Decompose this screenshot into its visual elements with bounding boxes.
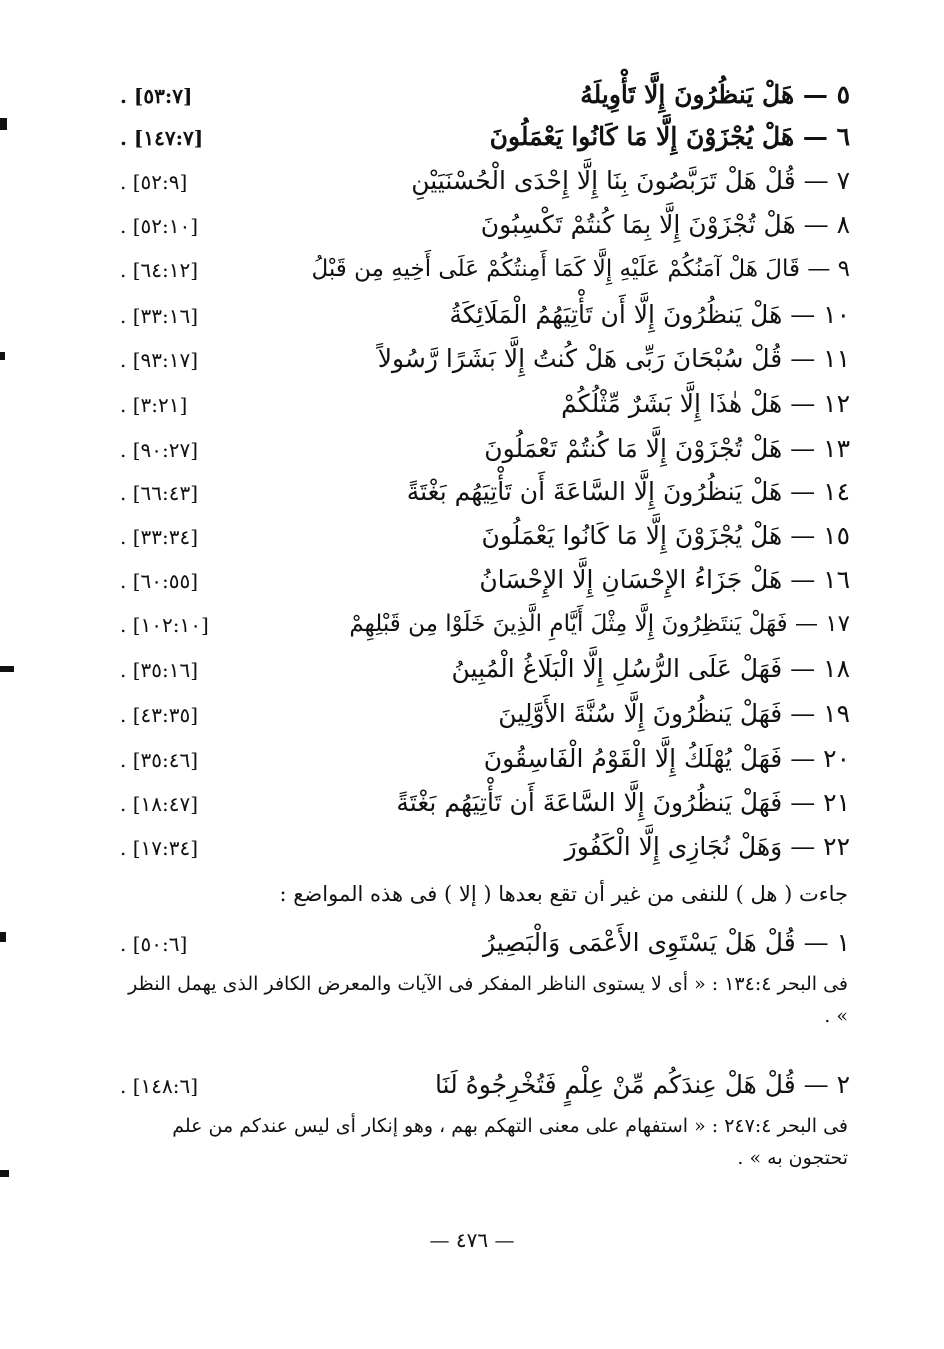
verse-reference: . [٦٤:١٢] <box>120 258 199 282</box>
verse-row <box>120 296 850 334</box>
verse-reference: . [١٤٧:٧] <box>120 126 204 150</box>
verse-text: ٥ — هَلْ يَنظُرُونَ إِلَّا تَأْوِيلَهُ <box>580 80 850 109</box>
verse-reference: . [٣٥:٤٦] <box>120 748 199 772</box>
verse-row <box>120 924 850 962</box>
scan-edge-mark <box>0 118 7 130</box>
verse-row <box>120 605 850 643</box>
verse-reference: . [٣٣:١٦] <box>120 304 199 328</box>
verse-reference: . [٩٣:١٧] <box>120 348 199 372</box>
verse-row <box>120 430 850 468</box>
scan-edge-mark <box>0 666 14 672</box>
section-intro: جاءت ( هل ) للنفى من غير أن تقع بعدها ( إلا ) فى هذه المواضع : <box>279 882 848 906</box>
verse-text: ٦ — هَلْ يُجْزَوْنَ إِلَّا مَا كَانُوا يَعْمَلُونَ <box>489 122 850 151</box>
verse-reference: . [٩٠:٢٧] <box>120 438 199 462</box>
verse-row <box>120 206 850 244</box>
verse-reference: . [٦٠:٥٥] <box>120 569 199 593</box>
verse-text: ٧ — قُلْ هَلْ تَرَبَّصُونَ بِنَا إِلَّا إِحْدَى الْحُسْنَيَيْنِ <box>411 166 850 195</box>
verse-reference: . [١٧:٣٤] <box>120 836 199 860</box>
verse-reference: . [١٤٨:٦] <box>120 1074 199 1098</box>
verse-row <box>120 162 850 200</box>
verse-row <box>120 385 850 423</box>
verse-reference: . [٣٥:١٦] <box>120 658 199 682</box>
verse-reference: . [٣٣:٣٤] <box>120 525 199 549</box>
verse-reference: . [٣:٢١] <box>120 393 188 417</box>
verse-row <box>120 650 850 688</box>
verse-reference: . [٥٠:٦] <box>120 932 188 956</box>
verse-text: ٢١ — فَهَلْ يَنظُرُونَ إِلَّا السَّاعَةَ أَن تَأْتِيَهُم بَغْتَةً <box>396 788 850 817</box>
verse-text: ١٢ — هَلْ هٰذَا إِلَّا بَشَرٌ مِّثْلُكُمْ <box>561 389 850 418</box>
scan-edge-mark <box>0 352 5 360</box>
verse-reference: . [٥٢:٩] <box>120 170 188 194</box>
verse-reference: . [٤٣:٣٥] <box>120 703 199 727</box>
verse-row <box>120 473 850 511</box>
verse-text: ١١ — قُلْ سُبْحَانَ رَبِّى هَلْ كُنتُ إِلَّا بَشَرًا رَّسُولاً <box>377 344 850 373</box>
commentary-note: فى البحر ١٣٤:٤ : « أى لا يستوى الناظر المفكر فى الآيات والمعرض الكافر الذى يهمل النظر » . <box>128 973 848 1027</box>
verse-row <box>120 695 850 733</box>
verse-row <box>120 561 850 599</box>
scan-edge-mark <box>0 1170 9 1177</box>
verse-row <box>120 250 850 288</box>
verse-row <box>120 740 850 778</box>
verse-reference: . [١٠٢:١٠] <box>120 613 209 637</box>
verse-text: ١٩ — فَهَلْ يَنظُرُونَ إِلَّا سُنَّةَ الأَوَّلِينَ <box>498 699 850 728</box>
verse-text: ١ — قُلْ هَلْ يَسْتَوِى الأَعْمَى وَالْبَصِيرُ <box>482 928 850 957</box>
verse-row <box>120 340 850 378</box>
scan-edge-mark <box>0 932 6 942</box>
verse-text: ١٦ — هَلْ جَزَاءُ الإِحْسَانِ إِلَّا الإِحْسَانُ <box>479 565 850 594</box>
verse-row <box>120 76 850 114</box>
page-number: — ٤٧٦ — <box>429 1228 515 1252</box>
verse-reference: . [٥٢:١٠] <box>120 214 199 238</box>
verse-row <box>120 517 850 555</box>
verse-text: ١٨ — فَهَلْ عَلَى الرُّسُلِ إِلَّا الْبَلَاغُ الْمُبِينُ <box>451 654 850 683</box>
verse-row <box>120 784 850 822</box>
verse-row <box>120 118 850 156</box>
verse-reference: . [٦٦:٤٣] <box>120 481 199 505</box>
verse-text: ٢٢ — وَهَلْ نُجَازِى إِلَّا الْكَفُورَ <box>564 832 850 861</box>
verse-reference: . [١٨:٤٧] <box>120 792 199 816</box>
commentary-note: فى البحر ٢٤٧:٤ : « استفهام على معنى التهكم بهم ، وهو إنكار أى ليس عندكم من علم تحتجون به » . <box>172 1115 848 1169</box>
verse-reference: . [٥٣:٧] <box>120 84 193 108</box>
verse-text: ١٣ — هَلْ تُجْزَوْنَ إِلَّا مَا كُنتُمْ تَعْمَلُونَ <box>484 434 850 463</box>
verse-text: ٨ — هَلْ تُجْزَوْنَ إِلَّا بِمَا كُنتُمْ تَكْسِبُونَ <box>480 210 850 239</box>
verse-row <box>120 828 850 866</box>
verse-text: ٢ — قُلْ هَلْ عِندَكُم مِّنْ عِلْمٍ فَتُخْرِجُوهُ لَنَا <box>434 1070 850 1099</box>
verse-text: ١٠ — هَلْ يَنظُرُونَ إِلَّا أَن تَأْتِيَهُمُ الْمَلَائِكَةُ <box>449 300 850 329</box>
verse-text: ١٧ — فَهَلْ يَنتَظِرُونَ إِلَّا مِثْلَ أَيَّامِ الَّذِينَ خَلَوْا مِن قَبْلِهِمْ <box>349 611 850 637</box>
verse-text: ٢٠ — فَهَلْ يُهْلَكُ إِلَّا الْقَوْمُ الْفَاسِقُونَ <box>483 744 850 773</box>
verse-text: ١٥ — هَلْ يُجْزَوْنَ إِلَّا مَا كَانُوا يَعْمَلُونَ <box>481 521 850 550</box>
verse-row <box>120 1066 850 1104</box>
verse-text: ١٤ — هَلْ يَنظُرُونَ إِلَّا السَّاعَةَ أَن تَأْتِيَهُم بَغْتَةً <box>406 477 850 506</box>
verse-text: ٩ — قَالَ هَلْ آمَنُكُمْ عَلَيْهِ إِلَّا كَمَا أَمِنتُكُمْ عَلَى أَخِيهِ مِن قَبْلُ <box>311 256 850 282</box>
